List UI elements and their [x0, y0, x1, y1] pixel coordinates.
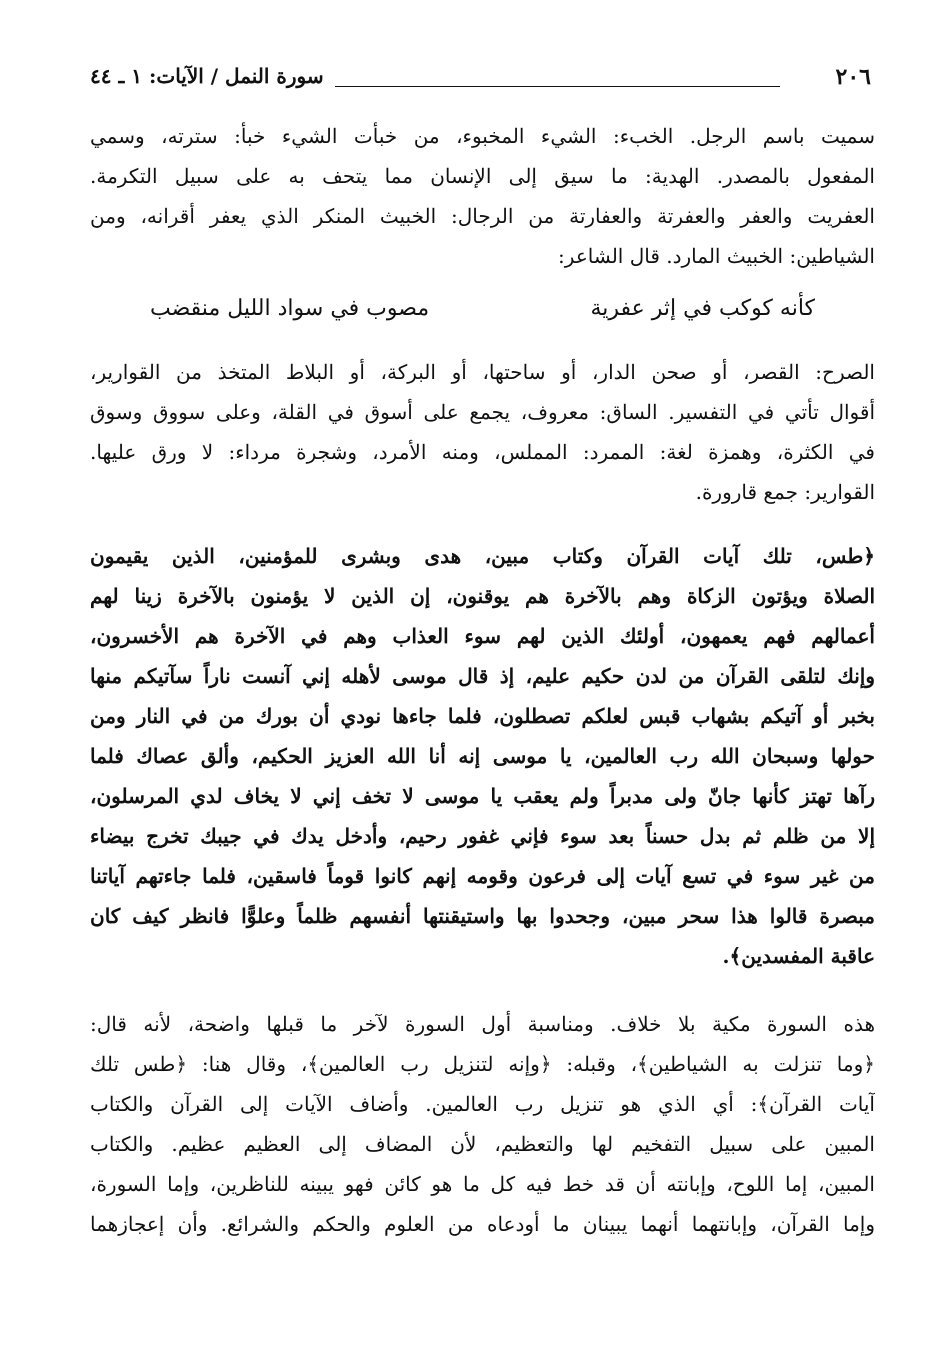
text-line: أقوال تأتي في التفسير. الساق: معروف، يجمع على أسوق في القلة، وعلى سووق وسوق [90, 400, 875, 424]
quran-line: وإنك لتلقى القرآن من لدن حكيم عليم، إذ قال موسى لأهله إني آنست ناراً سآتيكم منها [90, 664, 875, 688]
text-line: ﴿وما تنزلت به الشياطين﴾، وقبله: ﴿وإنه لتنزيل رب العالمين﴾، وقال هنا: ﴿طس تلك [90, 1052, 875, 1076]
text-line: المفعول بالمصدر. الهدية: ما سيق إلى الإنسان مما يتحف به على سبيل التكرمة. [90, 164, 875, 188]
text-line: في الكثرة، وهمزة لغة: الممرد: المملس، ومنه الأمرد، وشجرة مرداء: لا ورق عليها. [90, 440, 875, 464]
text-line: آيات القرآن﴾: أي الذي هو تنزيل رب العالمين. وأضاف الآيات إلى القرآن والكتاب [90, 1092, 875, 1116]
header-rule [335, 86, 780, 87]
page-number: ٢٠٦ [835, 64, 871, 90]
commentary-section [90, 1004, 875, 1244]
running-title: سورة النمل / الآيات: ١ ـ ٤٤ [90, 64, 324, 88]
text-line: هذه السورة مكية بلا خلاف. ومناسبة أول السورة لآخر ما قبلها واضحة، لأنه قال: [90, 1012, 875, 1036]
vocabulary-section-1 [90, 116, 875, 276]
text-line: المبين، إما اللوح، وإبانته أن قد خط فيه كل ما هو كائن فهو يبينه للناظرين، وإما السورة، [90, 1172, 875, 1196]
quran-line: الصلاة ويؤتون الزكاة وهم بالآخرة هم يوقنون، إن الذين لا يؤمنون بالآخرة زينا لهم [90, 584, 875, 608]
text-line: العفريت والعفر والعفرتة والعفارتة من الرجال: الخبيث المنكر الذي يعفر أقرانه، ومن [90, 204, 875, 228]
page-header [90, 62, 875, 96]
poetry-verse [90, 296, 875, 336]
quran-line: عاقبة المفسدين﴾. [722, 944, 875, 968]
text-line: سميت باسم الرجل. الخبء: الشيء المخبوء، من خبأت الشيء خبأ: سترته، وسمي [90, 124, 875, 148]
vocabulary-section-2 [90, 352, 875, 512]
quran-passage [90, 536, 875, 976]
verse-second-hemistich: مصوب في سواد الليل منقضب [150, 296, 430, 321]
text-line: القوارير: جمع قارورة. [695, 480, 875, 504]
quran-line: إلا من ظلم ثم بدل حسناً بعد سوء فإني غفور رحيم، وأدخل يدك في جيبك تخرج بيضاء [90, 824, 875, 848]
quran-line: أعمالهم فهم يعمهون، أولئك الذين لهم سوء العذاب وهم في الآخرة هم الأخسرون، [90, 624, 875, 648]
quran-line: ﴿طس، تلك آيات القرآن وكتاب مبين، هدى وبشرى للمؤمنين، الذين يقيمون [90, 544, 875, 568]
quran-line: بخبر أو آتيكم بشهاب قبس لعلكم تصطلون، فلما جاءها نودي أن بورك من في النار ومن [90, 704, 875, 728]
verse-first-hemistich: كأنه كوكب في إثر عفرية [590, 296, 815, 321]
text-line: الصرح: القصر، أو صحن الدار، أو ساحتها، أو البركة، أو البلاط المتخذ من القوارير، [90, 360, 875, 384]
quran-line: رآها تهتز كأنها جانّ ولى مدبراً ولم يعقب يا موسى لا تخف إني لا يخاف لدي المرسلون، [90, 784, 875, 808]
quran-line: حولها وسبحان الله رب العالمين، يا موسى إنه أنا الله العزيز الحكيم، وألق عصاك فلما [90, 744, 875, 768]
text-line: المبين على سبيل التفخيم لها والتعظيم، لأن المضاف إلى العظيم عظيم. والكتاب [90, 1132, 875, 1156]
text-line: وإما القرآن، وإبانتهما أنهما يبينان ما أودعاه من العلوم والحكم والشرائع. وأن إعجازهما [90, 1212, 875, 1236]
text-line: الشياطين: الخبيث المارد. قال الشاعر: [558, 244, 875, 268]
quran-line: مبصرة قالوا هذا سحر مبين، وجحدوا بها واستيقنتها أنفسهم ظلماً وعلوًّا فانظر كيف كان [90, 904, 875, 928]
quran-line: من غير سوء في تسع آيات إلى فرعون وقومه إنهم كانوا قوماً فاسقين، فلما جاءتهم آياتنا [90, 864, 875, 888]
